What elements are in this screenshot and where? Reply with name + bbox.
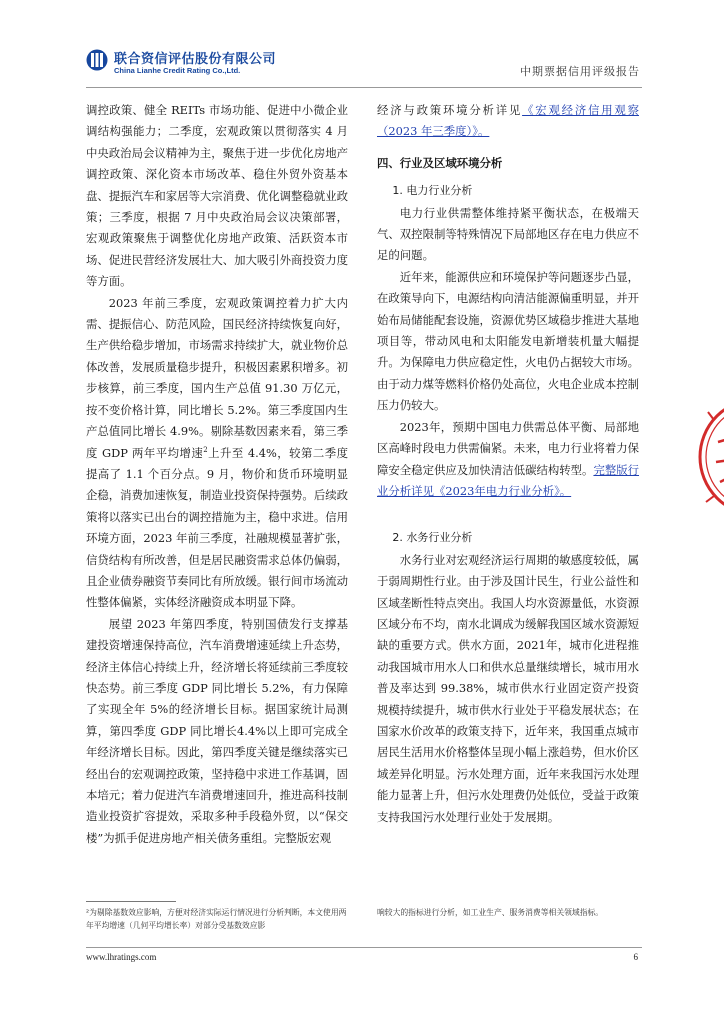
brand-name-en: China Lianhe Credit Rating Co.,Ltd. (114, 66, 241, 75)
paragraph-water: 水务行业对宏观经济运行周期的敏感度较低，属于弱周期性行业。由于涉及国计民生，行业公益性和区域垄断性特点突出。我国人均水资源量低，水资源区域分布不均，南水北调成为缓解我国区域水资源短缺的重要方式。供水方面，2021年，城市化进程推动我国城市用水人口和供水总量继续增长，城市用水普及率达到 99.38%，城市供水行业固定资产投资规模持续提升，城市供水行业处于平稳发展状态；在国家水价改革的政策支持下，近年来，我国重点城市居民生活用水价格整体呈现小幅上涨趋势，但水价区域差异化明显。污水处理方面，近年来我国污水处理能力显著上升，但污水处理费仍处低位，受益于政策支持我国污水处理行业处于发展期。 (377, 552, 640, 824)
paragraph-power-3: 2023年，预期中国电力供需总体平衡、局部地区高峰时段电力供需偏紧。未来，电力行业将着力保障安全稳定供应及加快清洁低碳结构转型。完整版行业分析详见《2023年电力行业分析》。 (377, 419, 640, 498)
power-report-link[interactable]: 完整版行业分析详见《2023年电力行业分析》。 (377, 462, 640, 498)
left-column (86, 100, 348, 849)
footer-divider (86, 947, 642, 948)
footnote-text-right: 响较大的指标进行分析，如工业生产、服务消费等相关领域指标。 (377, 908, 604, 917)
page-header (86, 44, 642, 90)
header-divider (86, 87, 642, 88)
paragraph-power-2: 近年来，能源供应和环境保护等问题逐步凸显，在政策导向下，电源结构向清洁能源偏重明显，并开始布局储能配套设施，资源优势区域稳步推进大基地项目等，带动风电和太阳能发电新增装机量大幅提升。为保障电力供应稳定性，火电仍占据较大市场。由于动力煤等燃料价格仍处高位，火电企业成本控制压力仍较大。 (377, 269, 640, 413)
section-heading-industry: 四、行业及区域环境分析 (377, 155, 503, 170)
page-number: 6 (633, 952, 638, 962)
subheading-power: 1. 电力行业分析 (392, 184, 473, 198)
footnote-ref[interactable]: 2 (203, 445, 208, 454)
paragraph-power-1: 电力行业供需整体维持紧平衡状态，在极端天气、双控限制等特殊情况下局部地区存在电力供应不足的问题。 (377, 205, 639, 263)
right-column (377, 100, 639, 828)
macro-report-link[interactable]: 《宏观经济信用观察（2023 年三季度）》。 (377, 103, 639, 139)
footnote-divider (86, 901, 176, 902)
report-title: 中期票据信用评级报告 (520, 65, 640, 78)
paragraph-policy-continued: 调控政策、健全 REITs 市场功能、促进中小微企业调结构强能力；二季度，宏观政策以贯彻落实 4 月中央政治局会议精神为主，聚焦于进一步优化房地产调控政策、深化资本市场改革、稳住外贸外资基本盘、提振汽车和家居等大宗消费、优化调整稳就业政策；三季度，根据 7 月中央政治局会议决策部署，宏观政策聚焦于调整优化房地产政策、活跃资本市场、促进民营经济发展壮大、加大吸引外商投资力度等方面。 (86, 103, 348, 289)
lianhe-logo-icon (86, 48, 108, 72)
paragraph-economy-review: 2023 年前三季度，宏观政策调控着力扩大内需、提振信心、防范风险，国民经济持续恢复向好，生产供给稳步增加，市场需求持续扩大，就业物价总体改善，发展质量稳步提升，积极因素累积增多。初步核算，前三季度，国内生产总值 91.30 万亿元，按不变价格计算，同比增长 5.2%。第三季度国内生产总值同比增长 4.9%。剔除基数因素来看，第三季度 GDP 两年平均增速$^2$上升至 4.4%，较第二季度提高了 1.1 个百分点。9 月，物价和货币环境明显企稳，消费加速恢复，制造业投资保持强势。后续政策将以落实已出台的调控措施为主，稳中求进。信用环境方面，2023 年前三季度，社融规模显著扩张，信贷结构有所改善，但是居民融资需求总体仍偏弱，且企业债券融资节奏同比有所放缓。银行间市场流动性整体偏紧，实体经济融资成本明显下降。 (86, 295, 348, 610)
subheading-water: 2. 水务行业分析 (392, 531, 473, 545)
paragraph-outlook: 展望 2023 年第四季度，特别国债发行支撑基建投资增速保持高位，汽车消费增速延续上升态势，经济主体信心持续上升，经济增长将延续前三季度较快态势。前三季度 GDP 同比增长 5.2%，有力保障了实现全年 5%的经济增长目标。据国家统计局测算，第四季度 GDP 同比增长4.4%以上即可完成全年经济增长目标。因此，第四季度关键是继续落实已经出台的宏观调控政策，坚持稳中求进工作基调，固本培元；着力促进汽车消费增速回升，推进高科技制造业投资扩容提效，采取多种手段稳外贸，以“保交楼”为抓手促进房地产相关债务重组。完整版宏观 (86, 616, 348, 845)
brand-name-cn: 联合资信评估股份有限公司 (114, 52, 277, 67)
footer-website[interactable]: www.lhratings.com (86, 952, 157, 962)
paragraph-macro-link: 经济与政策环境分析详见《宏观经济信用观察（2023 年三季度）》。 (377, 103, 639, 139)
seal-stamp-icon (698, 372, 724, 542)
footnote-text-left: ²为剔除基数效应影响，方便对经济实际运行情况进行分析判断，本文使用两年平均增速（几何平均增长率）对部分受基数效应影 (86, 908, 347, 930)
